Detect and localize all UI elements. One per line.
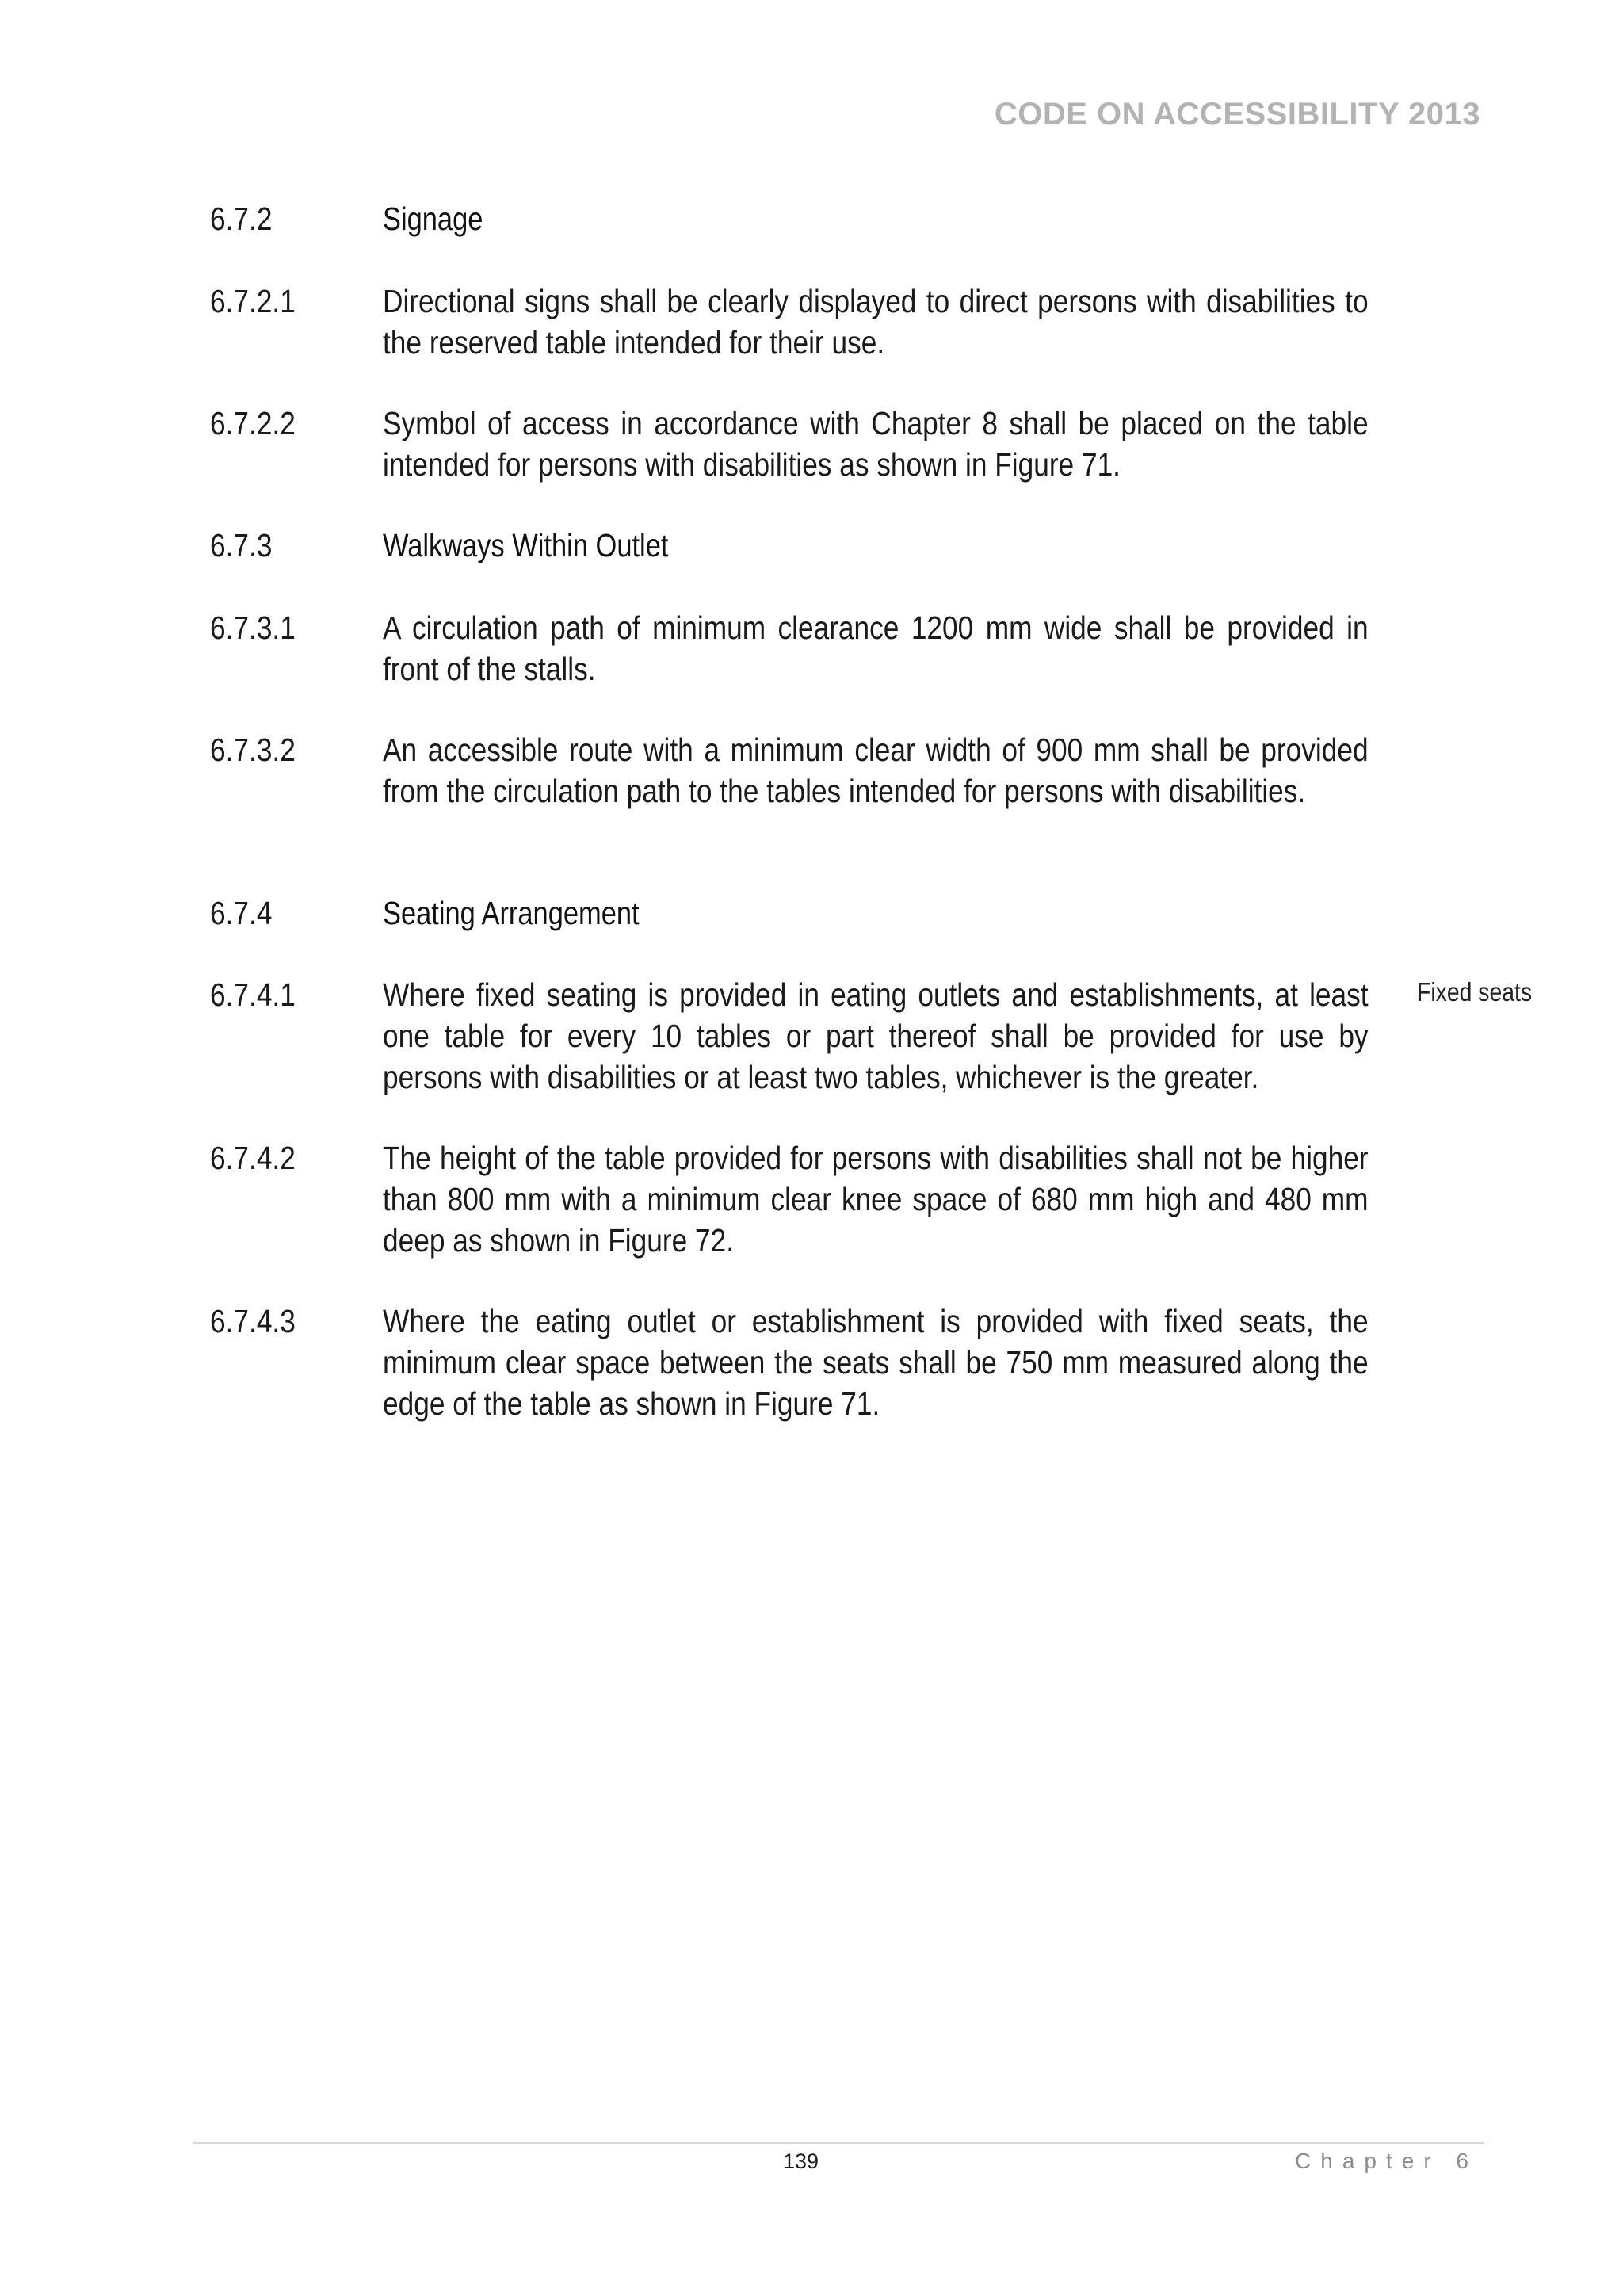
chapter-label: Chapter 6: [1295, 2149, 1478, 2173]
clause-text: A circulation path of minimum clearance 1200 mm wide shall be provided in front of the stalls.: [383, 609, 1369, 687]
clause-number: 6.7.2.1: [210, 283, 296, 319]
section-number: 6.7.2: [210, 201, 273, 237]
clause-number: 6.7.4.2: [210, 1140, 296, 1176]
document-header-title: CODE ON ACCESSIBILITY 2013: [994, 97, 1480, 132]
margin-note: Fixed seats: [1417, 977, 1533, 1007]
clause-text: The height of the table provided for persons with disabilities shall not be higher than 800 mm with a minimum clear knee space of 680 mm high and 480 mm deep as shown in Figure 72.: [383, 1140, 1369, 1259]
section-number: 6.7.4: [210, 895, 273, 931]
section-heading: Walkways Within Outlet: [383, 527, 669, 563]
clause-number: 6.7.4.1: [210, 976, 296, 1013]
section-number: 6.7.3: [210, 527, 273, 563]
clause-text: Directional signs shall be clearly displayed to direct persons with disabilities to the reserved table intended for their use.: [383, 283, 1369, 361]
clause-number: 6.7.2.2: [210, 405, 296, 441]
footer-divider: [193, 2142, 1484, 2144]
clause-text: Where the eating outlet or establishment is provided with fixed seats, the minimum clear space between the seats shall be 750 mm measured along the edge of the table as shown in Figure 71.: [383, 1303, 1369, 1422]
clause-text: Symbol of access in accordance with Chapter 8 shall be placed on the table intended for persons with disabilities as shown in Figure 71.: [383, 405, 1369, 483]
page-number: 139: [783, 2149, 819, 2173]
clause-number: 6.7.3.1: [210, 609, 296, 646]
clause-number: 6.7.3.2: [210, 732, 296, 768]
clause-text: An accessible route with a minimum clear width of 900 mm shall be provided from the circulation path to the tables intended for persons with disabilities.: [383, 732, 1369, 809]
clause-text: Where fixed seating is provided in eating outlets and establishments, at least one table for every 10 tables or part thereof shall be provided for use by persons with disabilities or at least two tables, whichever is the greater.: [383, 976, 1369, 1095]
section-heading: Signage: [383, 201, 483, 237]
clause-number: 6.7.4.3: [210, 1303, 296, 1339]
section-heading: Seating Arrangement: [383, 895, 640, 931]
